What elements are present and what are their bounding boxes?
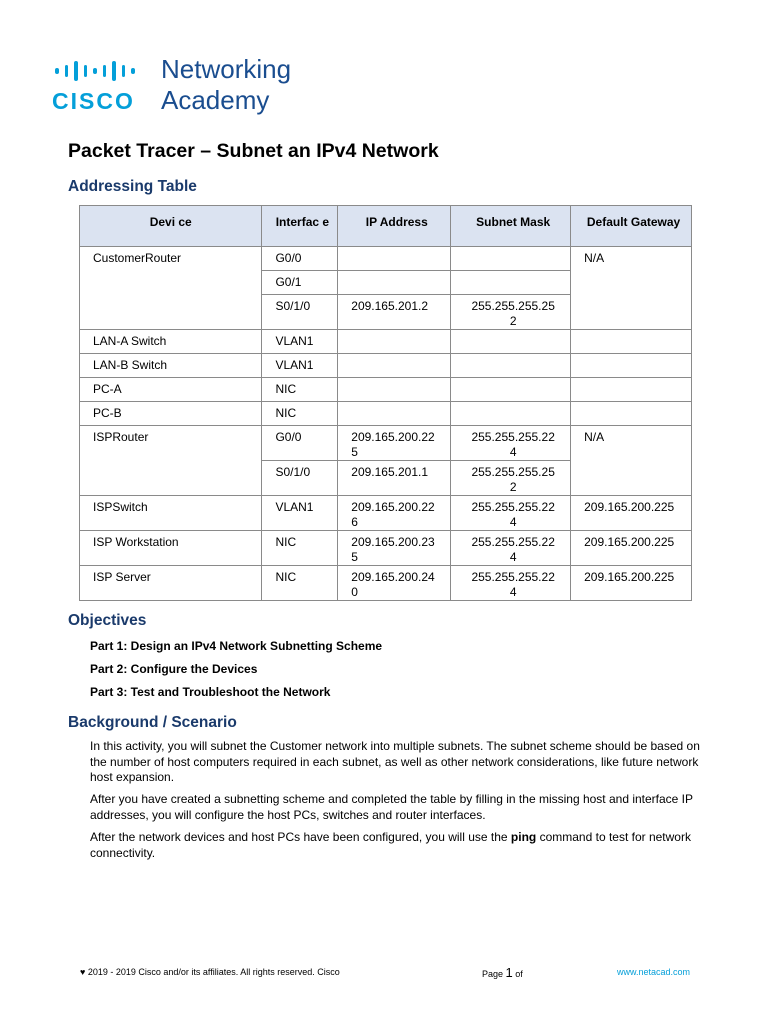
cell-mask <box>451 247 571 271</box>
footer-page-number: Page 1 of <box>482 965 523 980</box>
header-interface: Interfac e <box>262 206 338 247</box>
cell-ip: 209.165.200.240 <box>338 566 451 601</box>
background-paragraph-1: In this activity, you will subnet the Customer network into multiple subnets. The subnet scheme should be based on the number of host computers required in each subnet, as well as other network considerations, like future network host expansion. <box>90 739 700 784</box>
cell-interface: G0/0 <box>262 247 338 271</box>
cell-device: ISP Server <box>80 566 262 601</box>
cell-device: ISPRouter <box>80 426 262 496</box>
cell-device: LAN-A Switch <box>80 330 262 354</box>
table-row <box>80 330 692 354</box>
cell-ip: 209.165.201.1 <box>338 461 451 496</box>
cell-interface: VLAN1 <box>262 330 338 354</box>
cell-device: ISP Workstation <box>80 531 262 566</box>
header-ip-address: IP Address <box>338 206 451 247</box>
cell-gateway: 209.165.200.225 <box>571 566 692 601</box>
table-row <box>80 496 692 531</box>
footer-copyright: ♥ 2019 - 2019 Cisco and/or its affiliates. All rights reserved. Cisco <box>80 967 340 977</box>
cell-gateway: N/A <box>571 426 692 496</box>
logo-academy-text: Academy <box>161 85 270 115</box>
background-paragraph-2: After you have created a subnetting scheme and completed the table by filling in the missing host and interface IP addresses, you will configure the host PCs, switches and router interfaces. <box>90 792 693 822</box>
cell-device: PC-A <box>80 378 262 402</box>
objectives-heading: Objectives <box>68 612 147 629</box>
cell-interface: S0/1/0 <box>262 461 338 496</box>
list-item: Part 2: Configure the Devices <box>90 662 258 676</box>
cell-interface: G0/0 <box>262 426 338 461</box>
cell-device: LAN-B Switch <box>80 354 262 378</box>
addressing-table <box>79 205 692 601</box>
cell-gateway: 209.165.200.225 <box>571 496 692 531</box>
cell-interface: G0/1 <box>262 271 338 295</box>
table-row <box>80 566 692 601</box>
table-header-row <box>80 206 692 247</box>
cell-device: ISPSwitch <box>80 496 262 531</box>
cisco-bars-icon <box>55 60 135 82</box>
table-row <box>80 354 692 378</box>
ping-command: ping <box>510 830 537 844</box>
cell-ip: 209.165.200.226 <box>338 496 451 531</box>
document-title: Packet Tracer – Subnet an IPv4 Network <box>68 140 439 162</box>
background-paragraph-3: After the network devices and host PCs have been configured, you will use the ping command to test for network connectivity. <box>90 830 691 860</box>
cell-mask: 255.255.255.252 <box>451 295 571 330</box>
objectives-list <box>90 638 382 707</box>
cell-ip <box>338 271 451 295</box>
cell-gateway: N/A <box>571 247 692 330</box>
cell-device: CustomerRouter <box>80 247 262 330</box>
cell-interface: NIC <box>262 566 338 601</box>
cell-mask: 255.255.255.252 <box>451 461 571 496</box>
cell-mask <box>451 271 571 295</box>
cell-ip: 209.165.200.235 <box>338 531 451 566</box>
background-scenario-heading: Background / Scenario <box>68 714 237 731</box>
logo-networking-text: Networking <box>161 54 292 84</box>
cell-mask: 255.255.255.224 <box>451 496 571 531</box>
cell-interface: NIC <box>262 531 338 566</box>
footer-netacad-link[interactable]: www.netacad.com <box>617 967 691 977</box>
cell-gateway: 209.165.200.225 <box>571 531 692 566</box>
cell-interface: NIC <box>262 402 338 426</box>
cell-mask: 255.255.255.224 <box>451 426 571 461</box>
cisco-networking-academy-logo <box>52 54 312 118</box>
cell-interface: VLAN1 <box>262 496 338 531</box>
cell-ip: 209.165.201.2 <box>338 295 451 330</box>
cell-mask: 255.255.255.224 <box>451 566 571 601</box>
header-subnet-mask: Subnet Mask <box>451 206 571 247</box>
cell-interface: VLAN1 <box>262 354 338 378</box>
cell-ip: 209.165.200.225 <box>338 426 451 461</box>
header-device: Devi ce <box>80 206 262 247</box>
addressing-table-heading: Addressing Table <box>68 178 197 195</box>
table-row <box>80 402 692 426</box>
table-row <box>80 378 692 402</box>
cell-ip <box>338 247 451 271</box>
cisco-wordmark: CISCO <box>52 88 135 114</box>
list-item: Part 1: Design an IPv4 Network Subnetting Scheme <box>90 639 383 653</box>
cell-device: PC-B <box>80 402 262 426</box>
list-item: Part 3: Test and Troubleshoot the Network <box>90 685 331 699</box>
cell-mask: 255.255.255.224 <box>451 531 571 566</box>
header-default-gateway: Default Gateway <box>571 206 692 247</box>
cell-interface: S0/1/0 <box>262 295 338 330</box>
table-row <box>80 531 692 566</box>
cell-interface: NIC <box>262 378 338 402</box>
table-row <box>80 247 692 271</box>
table-row <box>80 426 692 461</box>
